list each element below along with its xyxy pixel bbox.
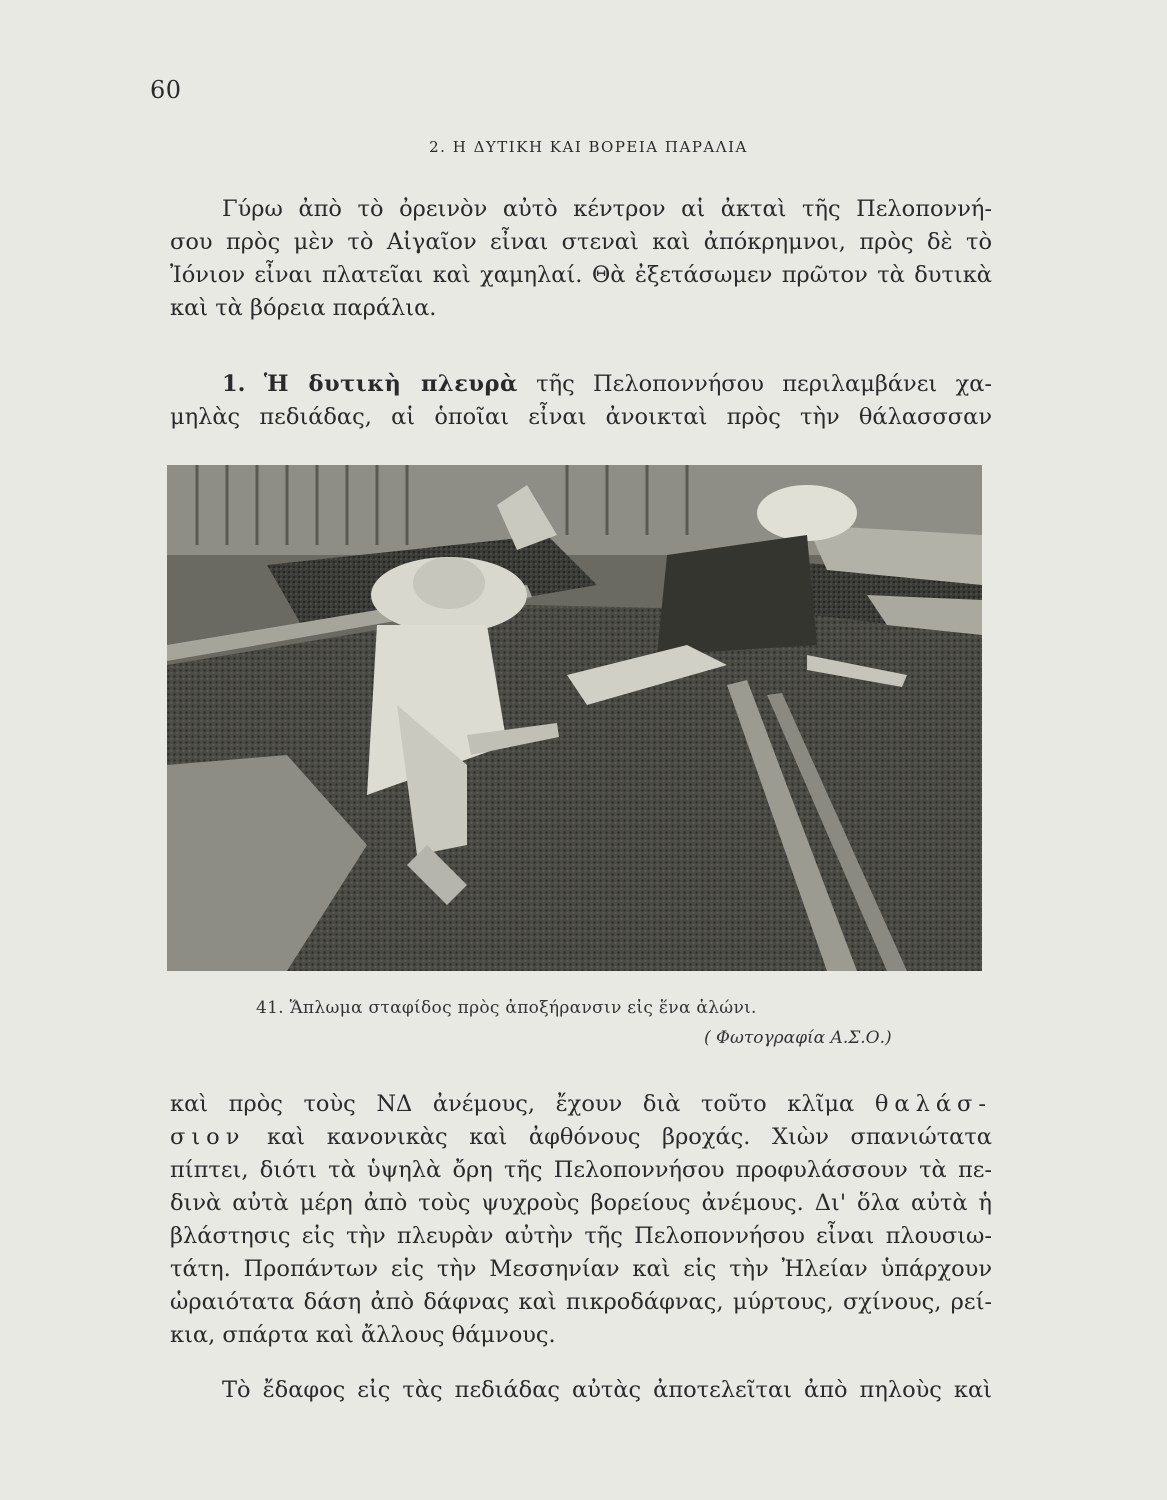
text-fragment: καὶ πρὸς τοὺς ΝΔ ἀνέμους, ἔχουν διὰ τοῦτο κλῖμα <box>170 1091 855 1117</box>
text-line: Τὸ ἔδαφος εἰς τὰς πεδιάδας αὐτὰς ἀποτελεῖται ἀπὸ πηλοὺς καὶ <box>222 1377 992 1403</box>
text-fragment: τῆς Πελοποννήσου περιλαμβάνει χα- <box>536 371 992 397</box>
section-number: 1. <box>222 371 246 397</box>
section-heading: Ἡ δυτικὴ πλευρὰ <box>263 371 518 397</box>
text-line: Γύρω ἀπὸ τὸ ὀρεινὸν αὐτὸ κέντρον αἱ ἀκταὶ τῆς Πελοποννή- <box>222 196 992 222</box>
text-line: καὶ τὰ βόρεια παράλια. <box>170 295 437 321</box>
text-line: ὡραιότατα δάση ἀπὸ δάφνας καὶ πικροδάφνας, μύρτους, σχίνους, ρεί- <box>170 1289 992 1315</box>
text-line: τάτη. Προπάντων εἰς τὴν Μεσσηνίαν καὶ εἰς τὴν Ἠλείαν ὑπάρχουν <box>170 1256 992 1282</box>
photo-illustration <box>167 465 982 971</box>
closing-paragraph <box>170 1374 992 1407</box>
body-paragraph <box>170 1088 992 1352</box>
text-line: σου πρὸς μὲν τὸ Αἰγαῖον εἶναι στεναὶ καὶ ἀπόκρημνοι, πρὸς δὲ τὸ <box>170 229 992 255</box>
text-line: Ἰόνιον εἶναι πλατεῖαι καὶ χαμηλαί. Θὰ ἐξετάσωμεν πρῶτον τὰ δυτικὰ <box>170 262 992 288</box>
section-1-paragraph <box>170 368 992 434</box>
text-line: κια, σπάρτα καὶ ἄλλους θάμνους. <box>170 1322 556 1348</box>
figure-credit: ( Φωτογραφία Α.Σ.Ο.) <box>704 1028 892 1048</box>
text-line <box>170 1121 992 1154</box>
text-line: βλάστησις εἰς τὴν πλευρὰν αὐτὴν τῆς Πελοποννήσου εἶναι πλουσιω- <box>170 1223 992 1249</box>
emphasis-word: θαλάσ- <box>874 1091 992 1117</box>
emphasis-word: σιον <box>170 1124 246 1150</box>
page-number: 60 <box>150 76 182 104</box>
figure-photo-raisin-drying <box>167 465 982 971</box>
text-fragment: καὶ κανονικὰς καὶ ἀφθόνους βροχάς. Χιὼν σπανιώτατα <box>267 1124 992 1150</box>
text-line <box>170 1088 992 1121</box>
text-line: πίπτει, διότι τὰ ὑψηλὰ ὄρη τῆς Πελοποννήσου προφυλάσσουν τὰ πε- <box>170 1157 992 1183</box>
text-line <box>170 368 992 401</box>
figure-caption: 41. Ἅπλωμα σταφίδος πρὸς ἀποξήρανσιν εἰς ἕνα ἁλώνι. <box>256 998 757 1018</box>
section-title: 2. Η ΔΥΤΙΚΗ ΚΑΙ ΒΟΡΕΙΑ ΠΑΡΑΛΙΑ <box>429 138 748 156</box>
intro-paragraph <box>170 193 992 325</box>
text-line: δινὰ αὐτὰ μέρη ἀπὸ τοὺς ψυχροὺς βορείους ἀνέμους. Δι' ὅλα αὐτὰ ἡ <box>170 1190 992 1216</box>
text-line: μηλὰς πεδιάδας, αἱ ὁποῖαι εἶναι ἀνοικταὶ πρὸς τὴν θάλασσσαν <box>170 404 992 430</box>
